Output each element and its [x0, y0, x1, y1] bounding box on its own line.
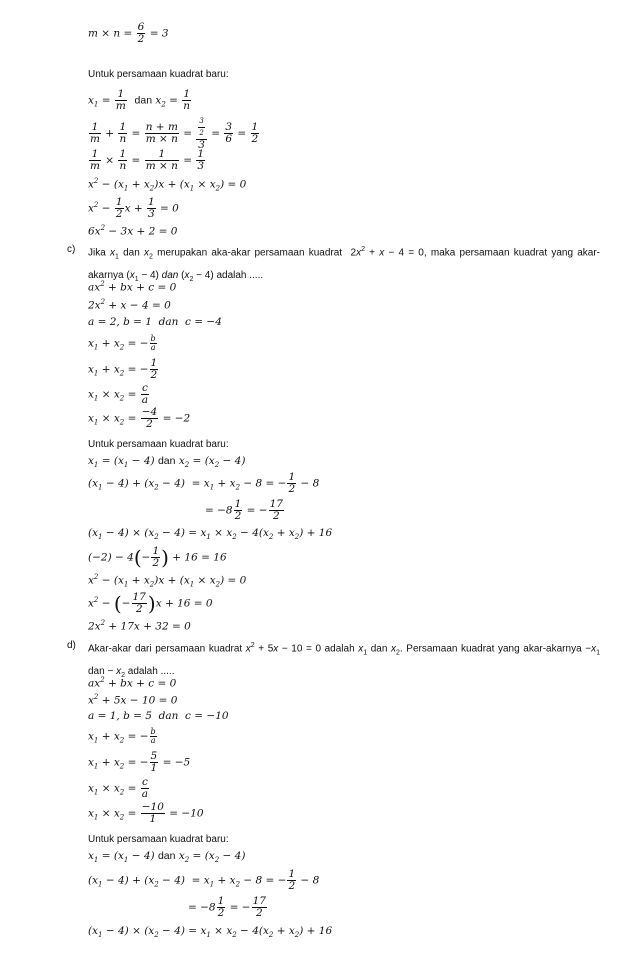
equation-line: a = 2, b = 1 dan c = −4 — [88, 315, 222, 328]
equation-line: = −8 $\frac{1}{2}$ = − $\frac{17}{2}$ — [205, 497, 283, 522]
equation-line: $x_1 = (x_1 - 4)$ dan $x_2 = (x_2 - 4)$ — [88, 455, 246, 470]
equation-line: $x^2 - (x_1 + x_2)x + (x_1 \times x_2) = 0$ — [88, 572, 247, 589]
equation-line: $x^2$ − $\frac{1}{2}$ x + $\frac{1}{3}$ = 0 — [88, 195, 179, 220]
equation-line: a = 1, b = 5 dan c = −10 — [88, 709, 229, 722]
equation-line: $x_1 = (x_1 - 4)$ dan $x_2 = (x_2 - 4)$ — [88, 850, 246, 865]
item-label: d) — [67, 640, 76, 651]
text-line: Untuk persamaan kuadrat baru: — [88, 834, 229, 845]
equation-line: $x_1 \times x_2$ = $\frac{-4}{2}$ = −2 — [88, 405, 191, 430]
equation-line: (−2) − 4(− $\frac{1}{2}$ ) + 16 = 16 — [88, 544, 227, 569]
equation-line: $x^2 - (x_1 + x_2)x + (x_1 \times x_2) = 0$ — [88, 176, 247, 193]
equation-line: $x_1 + x_2$ = − $\frac{1}{2}$ — [88, 356, 158, 381]
text-line: Untuk persamaan kuadrat baru: — [88, 69, 229, 80]
equation-line: $(x_1 - 4) + (x_2 - 4) = x_1 + x_2 - 8$ = − $\frac{1}{2}$ − 8 — [88, 867, 320, 892]
equation-line: $(x_1 - 4) + (x_2 - 4) = x_1 + x_2 - 8$ = − $\frac{1}{2}$ − 8 — [88, 470, 320, 495]
equation-line: $x_1 \times x_2$ = $\frac{-10}{1}$ = −10 — [88, 800, 204, 825]
equation-line: $x^2 + 5x - 10 = 0$ — [88, 693, 178, 707]
equation-line: m × n = $\frac{6}{2}$ = 3 — [88, 20, 169, 45]
equation-line: $6x^2 - 3x + 2 = 0$ — [88, 224, 178, 238]
equation-line: $x_1 + x_2$ = − $\frac{b}{a}$ — [88, 726, 156, 745]
equation-line: $x_1 \times x_2$ = $\frac{c}{a}$ — [88, 775, 149, 800]
equation-line: $2x^2 + x - 4 = 0$ — [88, 298, 171, 312]
equation-line: $x^2$ − (− $\frac{17}{2}$ )x + 16 = 0 — [88, 590, 213, 615]
equation-line: $ax^2$ + bx + c = 0 — [88, 280, 177, 294]
equation-line: $(x_1 - 4) \times (x_2 - 4) = x_1 \times x_2 - 4(x_2 + x_2) + 16$ — [88, 527, 333, 542]
equation-line: $\frac{1}{m}$ + $\frac{1}{n}$ = $\frac{n + m}{m \times n}$ = $\frac{\frac{3}{2}}{3}$ = $\frac{3}{6}$ = $\frac{1}{2}$ — [90, 116, 259, 151]
item-label: c) — [67, 244, 76, 255]
equation-line: = −8 $\frac{1}{2}$ = − $\frac{17}{2}$ — [188, 894, 266, 919]
equation-line: $x_1$ = $\frac{1}{m}$ dan $x_2$ = $\frac{1}{n}$ — [88, 87, 191, 112]
equation-line: $ax^2$ + bx + c = 0 — [88, 676, 177, 690]
equation-line: $x_1 \times x_2$ = $\frac{c}{a}$ — [88, 381, 149, 406]
equation-line: $(x_1 - 4) \times (x_2 - 4) = x_1 \times x_2 - 4(x_2 + x_2) + 16$ — [88, 925, 333, 940]
equation-line: $2x^2 + 17x + 32 = 0$ — [88, 619, 191, 633]
equation-line: $\frac{1}{m}$ × $\frac{1}{n}$ = $\frac{1}{m \times n}$ = $\frac{1}{3}$ — [90, 147, 205, 172]
problem-statement: Jika $x_1$ dan $x_2$ merupakan aka-akar persamaan kuadrat $2x^2 + x - 4 = 0$, maka persamaan kuadrat yang akar-akarnya $(x_1 - 4)$ dan $(x_2 - 4)$ adalah ..... — [88, 246, 600, 284]
equation-line: $x_1 + x_2$ = − $\frac{b}{a}$ — [88, 333, 156, 352]
text-line: Untuk persamaan kuadrat baru: — [88, 439, 229, 450]
equation-line: $x_1 + x_2$ = − $\frac{5}{1}$ = −5 — [88, 749, 191, 774]
problem-statement: Akar-akar dari persamaan kuadrat $x^2 + 5x - 10 = 0$ adalah $x_1$ dan $x_2$. Persamaan kuadrat yang akar-akarnya $-x_1$ dan − $x_2$ adalah ..... — [88, 642, 600, 680]
